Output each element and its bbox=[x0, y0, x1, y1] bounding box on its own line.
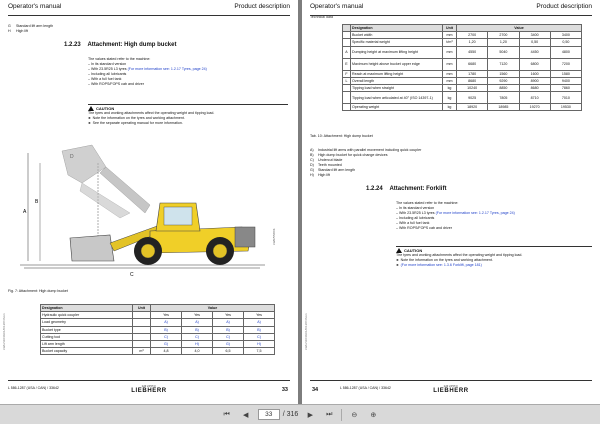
figure-label-b: B bbox=[35, 199, 39, 205]
page-header bbox=[310, 2, 592, 16]
table-link[interactable]: B) bbox=[151, 326, 182, 333]
caution-step: ► Note the information on the tyres and working attachment. bbox=[88, 116, 185, 120]
tyres-link[interactable]: (For more information see: 1.2.17 Tyres, page 24) bbox=[435, 211, 515, 215]
table-cell: 7860 bbox=[550, 84, 581, 91]
table-cell: mm bbox=[443, 32, 457, 39]
table-cell: 8710 bbox=[519, 92, 550, 104]
table-cell: 1580 bbox=[550, 70, 581, 77]
table-cell: 7120 bbox=[488, 58, 519, 70]
legend-key: G) bbox=[310, 168, 314, 172]
lowered-bucket bbox=[70, 235, 114, 261]
header-right: Product description bbox=[536, 3, 592, 10]
bullet-item: – With ROPS/FOPS cab and driver bbox=[396, 226, 592, 231]
table-cell: Yes bbox=[244, 312, 275, 319]
table-link[interactable]: C) bbox=[151, 333, 182, 340]
table-cell: 6680 bbox=[457, 58, 488, 70]
bullet-text: With 23.5R25 L3 tyres bbox=[399, 211, 435, 215]
caution-step: ► (For more information see: 1.3.6 Forklift, page 181) bbox=[396, 263, 482, 267]
table-cell: 3400 bbox=[519, 32, 550, 39]
zoom-out-icon[interactable]: ⊖ bbox=[351, 411, 358, 419]
table-cell: Dumping height at maximum lifting height bbox=[351, 46, 443, 58]
legend-key: C) bbox=[310, 158, 314, 162]
page-number: 34 bbox=[312, 387, 319, 393]
bullet-item: – Including all lubricants bbox=[88, 72, 288, 77]
table-cell: 2700 bbox=[488, 32, 519, 39]
table-header: Value bbox=[151, 305, 275, 312]
legend-text: High dump bucket for quick change devices bbox=[318, 153, 388, 157]
legend-top bbox=[8, 24, 53, 34]
table-row bbox=[41, 319, 275, 326]
table-cell: 4,8 bbox=[151, 348, 182, 355]
logo-text: LIEBHERR bbox=[433, 388, 469, 394]
table-row bbox=[41, 348, 275, 355]
table-row bbox=[41, 340, 275, 347]
table-cell: 7010 bbox=[550, 92, 581, 104]
page-number: 33 bbox=[281, 387, 288, 393]
bullet-list bbox=[396, 206, 592, 231]
table-row bbox=[343, 46, 582, 58]
legend-list bbox=[310, 148, 590, 178]
page-header bbox=[8, 2, 290, 16]
table-cell: Operating weight bbox=[351, 104, 443, 111]
cab-window bbox=[164, 207, 192, 225]
table-cell: F bbox=[343, 70, 351, 77]
table-cell: 10240 bbox=[457, 84, 488, 91]
bullet-item: – With a full fuel tank bbox=[88, 77, 288, 82]
footer-code: L 586-1287 (USA / CAN) / 33642 bbox=[8, 386, 59, 390]
table-cell: 1,20 bbox=[488, 39, 519, 46]
prev-page-button[interactable]: ◀ bbox=[243, 411, 249, 419]
table-cell: 1600 bbox=[519, 70, 550, 77]
caution-step: ► Note the information on the tyres and working attachment. bbox=[396, 258, 493, 262]
table-cell: Yes bbox=[213, 312, 244, 319]
table-cell: 18920 bbox=[457, 104, 488, 111]
footer-code: L 586-1287 (USA / CAN) / 33642 bbox=[340, 386, 391, 390]
toolbar-divider bbox=[341, 409, 342, 421]
bullet-text: With 23.5R25 L3 tyres bbox=[91, 67, 127, 71]
table-cell: Bucket type bbox=[41, 326, 133, 333]
zoom-in-icon[interactable]: ⊕ bbox=[370, 411, 377, 419]
caution-label: CAUTION bbox=[96, 106, 115, 111]
table-cell: 0,50 bbox=[550, 39, 581, 46]
table-header-row bbox=[343, 25, 582, 32]
section-heading bbox=[366, 186, 446, 192]
table-cell: 19270 bbox=[519, 104, 550, 111]
caution-step-text: Note the information on the tyres and working attachment. bbox=[92, 116, 185, 120]
legend-text: Standard lift arm length bbox=[16, 24, 54, 28]
legend-key: A) bbox=[310, 148, 314, 152]
table-cell: 9290 bbox=[488, 77, 519, 84]
table-cell: 7,5 bbox=[244, 348, 275, 355]
legend-text: High lift bbox=[318, 173, 330, 177]
table-header: Designation bbox=[41, 305, 133, 312]
table-header-row bbox=[41, 305, 275, 312]
raised-bucket bbox=[62, 145, 150, 218]
table-link[interactable]: B) bbox=[182, 326, 213, 333]
technical-data-table bbox=[342, 24, 582, 111]
table-cell bbox=[343, 32, 351, 39]
table-link[interactable]: A) bbox=[182, 319, 213, 326]
figure-caption: Fig. 7: Attachment: High dump bucket bbox=[8, 289, 68, 293]
liebherr-logo bbox=[131, 385, 166, 394]
table-cell: 8850 bbox=[488, 84, 519, 91]
table-row bbox=[343, 84, 582, 91]
table-header: Value bbox=[457, 25, 582, 32]
bullet-item: – In its standard version bbox=[88, 62, 288, 67]
table-cell: 7805 bbox=[488, 92, 519, 104]
table-header bbox=[343, 25, 351, 32]
sub-header: Technical data bbox=[310, 15, 333, 19]
page-33 bbox=[0, 0, 298, 404]
table-cell bbox=[133, 312, 151, 319]
legend-text: Teeth mounted bbox=[318, 163, 342, 167]
table-cell bbox=[343, 84, 351, 91]
intro-text: The values stated refer to the machine: bbox=[396, 201, 459, 205]
table-cell: 8900 bbox=[519, 77, 550, 84]
logo-tag: GRUPPO bbox=[141, 385, 157, 388]
section-title: Attachment: High dump bucket bbox=[87, 42, 177, 48]
table-row bbox=[343, 92, 582, 104]
table-cell: mm bbox=[443, 58, 457, 70]
last-page-button[interactable]: ⏭ bbox=[326, 410, 333, 418]
side-code: LWH/110402/1/0/1287/A/en bbox=[2, 313, 6, 350]
table-cell: mm bbox=[443, 70, 457, 77]
figure-code: LWR/5568/b bbox=[272, 228, 276, 245]
table-cell: 4,0 bbox=[182, 348, 213, 355]
table-row bbox=[41, 312, 275, 319]
table-row bbox=[343, 39, 582, 46]
table-cell: 6800 bbox=[519, 58, 550, 70]
table-cell: Tipping load when straight bbox=[351, 84, 443, 91]
table-cell: A bbox=[343, 46, 351, 58]
table-cell: t/m³ bbox=[443, 39, 457, 46]
legend-text: Standard lift arm length bbox=[318, 168, 356, 172]
caution-step: ► See the separate operating manual for more information. bbox=[88, 121, 183, 125]
table-cell: 6,5 bbox=[213, 348, 244, 355]
table-cell: 9025 bbox=[457, 92, 488, 104]
bullet-item: – Including all lubricants bbox=[396, 216, 592, 221]
table-cell: Yes bbox=[151, 312, 182, 319]
table-header: Unit bbox=[133, 305, 151, 312]
caution-box bbox=[396, 246, 592, 268]
page-34 bbox=[302, 0, 600, 404]
first-page-button[interactable]: ⏮ bbox=[223, 410, 230, 418]
legend-key: H) bbox=[310, 173, 314, 177]
table-link[interactable]: C) bbox=[244, 333, 275, 340]
table-cell bbox=[133, 326, 151, 333]
table-cell: 1,20 bbox=[457, 39, 488, 46]
table-cell: mm bbox=[443, 77, 457, 84]
counterweight bbox=[235, 227, 255, 247]
table-link[interactable]: G) bbox=[151, 340, 182, 347]
table-cell: 5040 bbox=[488, 46, 519, 58]
table-link[interactable]: B) bbox=[244, 326, 275, 333]
table-cell: Yes bbox=[182, 312, 213, 319]
caution-step-text: See the separate operating manual for more information. bbox=[92, 121, 183, 125]
legend-text: High lift bbox=[16, 29, 28, 33]
table-cell: 7200 bbox=[550, 58, 581, 70]
section-heading bbox=[64, 42, 176, 48]
side-code: LWH/110402/1/0/1287/A/en bbox=[304, 313, 308, 350]
legend-text: Industrial lift arms with parallel movement including quick coupler bbox=[318, 148, 422, 152]
table-cell bbox=[343, 39, 351, 46]
header-left: Operator's manual bbox=[8, 3, 62, 10]
intro-block bbox=[396, 201, 592, 231]
table-cell: Load geometry bbox=[41, 319, 133, 326]
table-cell: 4800 bbox=[550, 46, 581, 58]
bullet-item: – With ROPS/FOPS cab and driver bbox=[88, 82, 288, 87]
table-cell: Bucket width bbox=[351, 32, 443, 39]
bullet-list bbox=[88, 62, 288, 87]
figure-label-a: A bbox=[23, 209, 27, 215]
table-cell: 0,50 bbox=[519, 39, 550, 46]
table-cell: 4450 bbox=[519, 46, 550, 58]
table-row bbox=[41, 326, 275, 333]
rear-rim bbox=[213, 244, 227, 258]
table-link[interactable]: G) bbox=[213, 340, 244, 347]
section-number: 1.2.23 bbox=[64, 42, 81, 48]
table-link[interactable]: H) bbox=[244, 340, 275, 347]
table-link[interactable]: B) bbox=[213, 326, 244, 333]
table-cell bbox=[133, 319, 151, 326]
table-cell: 3400 bbox=[550, 32, 581, 39]
table-cell: Hydraulic quick coupler bbox=[41, 312, 133, 319]
table-cell: 8680 bbox=[519, 84, 550, 91]
caution-text: The tyres and working attachments affect the operating weight and tipping load. bbox=[396, 253, 523, 257]
table-cell: 8680 bbox=[457, 77, 488, 84]
intro-text: The values stated refer to the machine: bbox=[88, 57, 151, 61]
table-row bbox=[343, 70, 582, 77]
table-cell: 19530 bbox=[550, 104, 581, 111]
table-cell bbox=[343, 92, 351, 104]
caution-text: The tyres and working attachments affect the operating weight and tipping load. bbox=[88, 111, 215, 115]
table-cell: kg bbox=[443, 84, 457, 91]
header-left: Operator's manual bbox=[310, 3, 364, 10]
table-header: Designation bbox=[351, 25, 443, 32]
table-row bbox=[343, 77, 582, 84]
attachment-table bbox=[40, 304, 275, 355]
header-right: Product description bbox=[234, 3, 290, 10]
page-number-input[interactable]: 33 bbox=[258, 409, 280, 420]
table-cell: kg bbox=[443, 104, 457, 111]
table-cell: Reach at maximum lifting height bbox=[351, 70, 443, 77]
table-link[interactable]: C) bbox=[182, 333, 213, 340]
table-cell bbox=[133, 333, 151, 340]
loader-figure bbox=[10, 143, 280, 288]
table-link[interactable]: C) bbox=[213, 333, 244, 340]
table-cell bbox=[343, 104, 351, 111]
table-cell: 1560 bbox=[488, 70, 519, 77]
logo-tag: GRUPPO bbox=[443, 385, 459, 388]
table-cell: m³ bbox=[133, 348, 151, 355]
next-page-button[interactable]: ▶ bbox=[307, 411, 313, 419]
legend-key: G bbox=[8, 24, 11, 28]
table-cell: Lift arm length bbox=[41, 340, 133, 347]
table-cell: E bbox=[343, 58, 351, 70]
total-pages: / 316 bbox=[282, 411, 299, 418]
intro-block bbox=[88, 57, 288, 87]
bullet-item: – With a full fuel tank bbox=[396, 221, 592, 226]
pdf-toolbar bbox=[0, 404, 600, 424]
table-link[interactable]: A) bbox=[213, 319, 244, 326]
table-header: Unit bbox=[443, 25, 457, 32]
table-row bbox=[343, 104, 582, 111]
legend-key: B) bbox=[310, 153, 314, 157]
caution-box bbox=[88, 104, 288, 126]
legend-key: H bbox=[8, 29, 11, 33]
section-title: Attachment: Forklift bbox=[389, 186, 447, 192]
table-cell: 18985 bbox=[488, 104, 519, 111]
table-row bbox=[41, 333, 275, 340]
table-cell: Specific material weight bbox=[351, 39, 443, 46]
bullet-item: – In its standard version bbox=[396, 206, 592, 211]
table-cell: 9400 bbox=[550, 77, 581, 84]
table-cell: mm bbox=[443, 46, 457, 58]
table-cell: Tipping load when articulated at 40° (ISO 14397-1) bbox=[351, 92, 443, 104]
table-cell: 1780 bbox=[457, 70, 488, 77]
figure-label-c: C bbox=[130, 272, 134, 278]
table-row bbox=[343, 32, 582, 39]
table-cell: Maximum height above bucket upper edge bbox=[351, 58, 443, 70]
table-caption: Tab. 10: Attachment: High dump bucket bbox=[310, 134, 373, 138]
liebherr-logo bbox=[433, 385, 468, 394]
table-link[interactable]: A) bbox=[151, 319, 182, 326]
table-cell: kg bbox=[443, 92, 457, 104]
table-cell: 2700 bbox=[457, 32, 488, 39]
table-cell: Cutting tool bbox=[41, 333, 133, 340]
table-link[interactable]: H) bbox=[182, 340, 213, 347]
caution-label: CAUTION bbox=[404, 248, 423, 253]
section-number: 1.2.24 bbox=[366, 186, 383, 192]
table-cell bbox=[133, 340, 151, 347]
table-cell: 4550 bbox=[457, 46, 488, 58]
logo-text: LIEBHERR bbox=[131, 388, 167, 394]
page-indicator bbox=[258, 409, 299, 420]
table-cell: Bucket capacity bbox=[41, 348, 133, 355]
legend-text: Undercut blade bbox=[318, 158, 343, 162]
caution-step-text: Note the information on the tyres and working attachment. bbox=[400, 258, 493, 262]
table-cell: L bbox=[343, 77, 351, 84]
front-rim bbox=[141, 244, 155, 258]
forklift-link[interactable]: (For more information see: 1.3.6 Forklift, page 181) bbox=[400, 263, 482, 267]
legend-key: D) bbox=[310, 163, 314, 167]
table-cell: Overall length bbox=[351, 77, 443, 84]
tyres-link[interactable]: (For more information see: 1.2.17 Tyres, page 24) bbox=[127, 67, 207, 71]
table-row bbox=[343, 58, 582, 70]
table-link[interactable]: A) bbox=[244, 319, 275, 326]
